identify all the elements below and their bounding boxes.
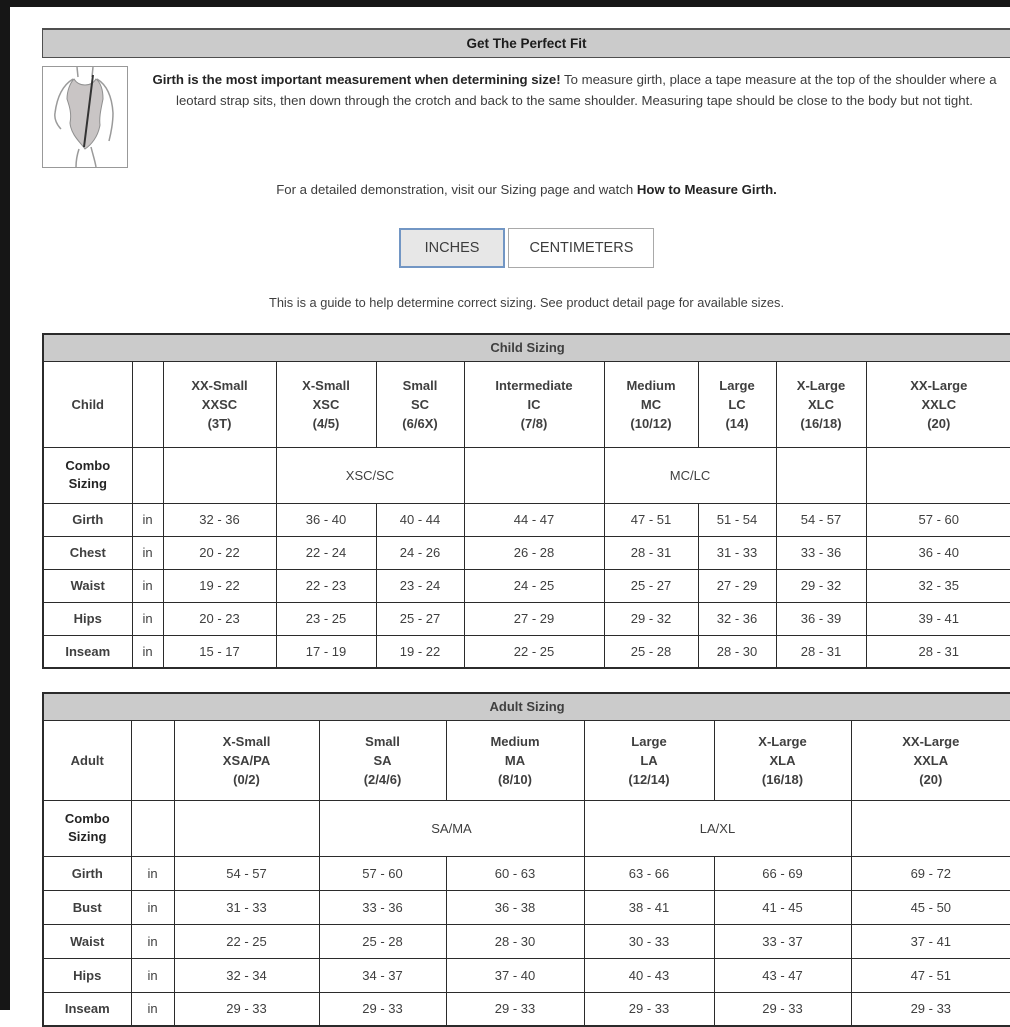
measurement-row bbox=[43, 503, 1010, 536]
unit-cell: in bbox=[132, 536, 163, 569]
size-name: X-Large bbox=[796, 377, 846, 393]
measurement-value-cell: 47 - 51 bbox=[851, 958, 1010, 992]
size-name: XX-Large bbox=[910, 377, 968, 393]
size-code: LA bbox=[640, 752, 658, 768]
measurement-value-cell: 32 - 36 bbox=[698, 602, 776, 635]
measurement-value-cell: 25 - 28 bbox=[319, 924, 446, 958]
measurement-value-cell: 22 - 25 bbox=[174, 924, 319, 958]
measurement-value-cell: 24 - 26 bbox=[376, 536, 464, 569]
measurement-value-cell: 69 - 72 bbox=[851, 856, 1010, 890]
measurement-value-cell: 29 - 33 bbox=[851, 992, 1010, 1026]
unit-cell bbox=[131, 800, 174, 856]
unit-toggle bbox=[42, 228, 1010, 268]
unit-cell: in bbox=[132, 503, 163, 536]
size-name: Medium bbox=[626, 377, 676, 393]
measurement-value-cell: 31 - 33 bbox=[174, 890, 319, 924]
unit-cell: in bbox=[132, 602, 163, 635]
measurement-value-cell: 28 - 31 bbox=[866, 635, 1010, 668]
window-frame-left bbox=[0, 7, 10, 1010]
table-title: Adult Sizing bbox=[43, 693, 1010, 720]
unit-cell: in bbox=[131, 856, 174, 890]
girth-instructions bbox=[46, 64, 1007, 111]
measurement-value-cell: 29 - 33 bbox=[714, 992, 851, 1026]
size-column-header bbox=[376, 361, 464, 447]
measurement-value-cell: 26 - 28 bbox=[464, 536, 604, 569]
measurement-value-cell: 40 - 44 bbox=[376, 503, 464, 536]
measurement-value-cell: 44 - 47 bbox=[464, 503, 604, 536]
group-label-cell: Child bbox=[43, 361, 132, 447]
combo-sizing-row bbox=[43, 800, 1010, 856]
size-sizes: (0/2) bbox=[233, 771, 260, 787]
size-name: Small bbox=[402, 377, 438, 393]
demo-bold: How to Measure Girth. bbox=[636, 182, 777, 197]
measurement-value-cell: 28 - 31 bbox=[604, 536, 698, 569]
measurement-value-cell: 29 - 32 bbox=[604, 602, 698, 635]
measurement-value-cell: 51 - 54 bbox=[698, 503, 776, 536]
combo-label-cell bbox=[43, 800, 131, 856]
measurement-value-cell: 29 - 32 bbox=[776, 569, 866, 602]
adult-sizing-table bbox=[42, 692, 1010, 1027]
combo-cell bbox=[851, 800, 1010, 856]
size-column-header bbox=[174, 720, 319, 800]
measurement-value-cell: 60 - 63 bbox=[446, 856, 584, 890]
size-sizes: (16/18) bbox=[800, 415, 842, 431]
measurement-value-cell: 30 - 33 bbox=[584, 924, 714, 958]
measurement-row bbox=[43, 924, 1010, 958]
combo-cell bbox=[866, 447, 1010, 503]
size-code: LC bbox=[728, 396, 746, 412]
page-title: Get The Perfect Fit bbox=[42, 28, 1010, 58]
size-code: SC bbox=[410, 396, 430, 412]
combo-cell: LA/XL bbox=[584, 800, 851, 856]
size-name: XX-Large bbox=[902, 733, 960, 749]
measurement-value-cell: 19 - 22 bbox=[376, 635, 464, 668]
combo-cell bbox=[174, 800, 319, 856]
measurement-value-cell: 27 - 29 bbox=[464, 602, 604, 635]
measurement-value-cell: 22 - 24 bbox=[276, 536, 376, 569]
window-frame-top bbox=[0, 0, 1010, 7]
size-sizes: (7/8) bbox=[520, 415, 548, 431]
measurement-value-cell: 36 - 39 bbox=[776, 602, 866, 635]
demo-prefix: For a detailed demonstration, visit our Sizing page and watch bbox=[276, 182, 637, 197]
size-code: XSC bbox=[312, 396, 340, 412]
measurement-value-cell: 32 - 36 bbox=[163, 503, 276, 536]
size-column-header bbox=[446, 720, 584, 800]
measurement-row bbox=[43, 992, 1010, 1026]
measurement-row bbox=[43, 602, 1010, 635]
combo-label: Combo Sizing bbox=[64, 811, 110, 844]
measurement-value-cell: 57 - 60 bbox=[866, 503, 1010, 536]
size-column-header bbox=[319, 720, 446, 800]
measurement-value-cell: 37 - 40 bbox=[446, 958, 584, 992]
unit-cell: in bbox=[132, 569, 163, 602]
measurement-value-cell: 28 - 30 bbox=[698, 635, 776, 668]
measurement-value-cell: 54 - 57 bbox=[174, 856, 319, 890]
unit-cell bbox=[132, 447, 163, 503]
unit-cell: in bbox=[131, 958, 174, 992]
size-code: XXLA bbox=[913, 752, 949, 768]
combo-cell: SA/MA bbox=[319, 800, 584, 856]
combo-sizing-row bbox=[43, 447, 1010, 503]
unit-cell: in bbox=[131, 924, 174, 958]
size-name: Medium bbox=[490, 733, 540, 749]
size-name: X-Small bbox=[222, 733, 271, 749]
measurement-row bbox=[43, 536, 1010, 569]
size-code: MA bbox=[504, 752, 526, 768]
size-column-header bbox=[604, 361, 698, 447]
measurement-value-cell: 17 - 19 bbox=[276, 635, 376, 668]
measurement-value-cell: 31 - 33 bbox=[698, 536, 776, 569]
measurement-value-cell: 38 - 41 bbox=[584, 890, 714, 924]
measurement-row bbox=[43, 890, 1010, 924]
measurement-value-cell: 66 - 69 bbox=[714, 856, 851, 890]
measurement-value-cell: 20 - 23 bbox=[163, 602, 276, 635]
measurement-value-cell: 32 - 35 bbox=[866, 569, 1010, 602]
measurement-value-cell: 33 - 37 bbox=[714, 924, 851, 958]
measurement-value-cell: 33 - 36 bbox=[319, 890, 446, 924]
leotard-icon bbox=[43, 67, 127, 167]
size-column-header bbox=[163, 361, 276, 447]
measurement-value-cell: 25 - 27 bbox=[376, 602, 464, 635]
measurement-value-cell: 32 - 34 bbox=[174, 958, 319, 992]
measurement-value-cell: 23 - 24 bbox=[376, 569, 464, 602]
measurement-value-cell: 25 - 27 bbox=[604, 569, 698, 602]
child-sizing-table bbox=[42, 333, 1010, 669]
measurement-value-cell: 40 - 43 bbox=[584, 958, 714, 992]
measurement-row bbox=[43, 569, 1010, 602]
measurement-value-cell: 54 - 57 bbox=[776, 503, 866, 536]
unit-header-cell bbox=[132, 361, 163, 447]
unit-cell: in bbox=[132, 635, 163, 668]
measurement-row-label: Waist bbox=[43, 569, 132, 602]
centimeters-button[interactable]: CENTIMETERS bbox=[508, 228, 654, 268]
measurement-row bbox=[43, 856, 1010, 890]
size-column-header bbox=[866, 361, 1010, 447]
size-sizes: (6/6X) bbox=[402, 415, 438, 431]
leotard-girth-illustration bbox=[42, 66, 128, 168]
demo-line bbox=[42, 168, 1010, 197]
size-name: Small bbox=[365, 733, 400, 749]
measurement-row-label: Inseam bbox=[43, 635, 132, 668]
measurement-value-cell: 29 - 33 bbox=[319, 992, 446, 1026]
measurement-value-cell: 25 - 28 bbox=[604, 635, 698, 668]
unit-header-cell bbox=[131, 720, 174, 800]
table-title-row bbox=[43, 693, 1010, 720]
size-code: IC bbox=[527, 396, 541, 412]
measurement-value-cell: 19 - 22 bbox=[163, 569, 276, 602]
measurement-value-cell: 45 - 50 bbox=[851, 890, 1010, 924]
table-title: Child Sizing bbox=[43, 334, 1010, 361]
measurement-row-label: Inseam bbox=[43, 992, 131, 1026]
size-column-header bbox=[464, 361, 604, 447]
combo-label: Combo Sizing bbox=[65, 458, 111, 491]
measurement-value-cell: 28 - 31 bbox=[776, 635, 866, 668]
measurement-value-cell: 41 - 45 bbox=[714, 890, 851, 924]
column-header-row bbox=[43, 720, 1010, 800]
size-code: XLC bbox=[808, 396, 834, 412]
sizing-guide-page bbox=[42, 28, 1010, 1027]
size-sizes: (4/5) bbox=[312, 415, 340, 431]
size-code: XSA/PA bbox=[222, 752, 271, 768]
size-column-header bbox=[851, 720, 1010, 800]
measurement-value-cell: 23 - 25 bbox=[276, 602, 376, 635]
size-name: XX-Small bbox=[191, 377, 248, 393]
unit-cell: in bbox=[131, 992, 174, 1026]
measurement-value-cell: 15 - 17 bbox=[163, 635, 276, 668]
measurement-value-cell: 20 - 22 bbox=[163, 536, 276, 569]
measurement-value-cell: 29 - 33 bbox=[446, 992, 584, 1026]
size-code: SA bbox=[373, 752, 392, 768]
measurement-value-cell: 36 - 40 bbox=[276, 503, 376, 536]
size-column-header bbox=[584, 720, 714, 800]
girth-instructions-bold: Girth is the most important measurement when determining size! bbox=[152, 72, 561, 87]
measurement-value-cell: 29 - 33 bbox=[584, 992, 714, 1026]
intro-section bbox=[42, 64, 1010, 197]
measurement-row-label: Bust bbox=[43, 890, 131, 924]
size-sizes: (8/10) bbox=[498, 771, 532, 787]
combo-label-cell bbox=[43, 447, 132, 503]
measurement-value-cell: 34 - 37 bbox=[319, 958, 446, 992]
size-name: Large bbox=[719, 377, 755, 393]
measurement-row-label: Girth bbox=[43, 503, 132, 536]
measurement-row-label: Girth bbox=[43, 856, 131, 890]
size-sizes: (14) bbox=[725, 415, 749, 431]
combo-cell bbox=[776, 447, 866, 503]
girth-instructions-rest: To measure girth, place a tape measure at the top of the shoulder where a leotard strap sits, then down through the crotch and back to the same shoulder. Measuring tape should be close to the body but not tight. bbox=[176, 72, 997, 108]
combo-cell: MC/LC bbox=[604, 447, 776, 503]
measurement-row bbox=[43, 958, 1010, 992]
size-sizes: (2/4/6) bbox=[363, 771, 402, 787]
measurement-value-cell: 39 - 41 bbox=[866, 602, 1010, 635]
size-column-header bbox=[698, 361, 776, 447]
size-name: X-Large bbox=[758, 733, 807, 749]
size-sizes: (16/18) bbox=[761, 771, 804, 787]
unit-cell: in bbox=[131, 890, 174, 924]
size-sizes: (20) bbox=[927, 415, 951, 431]
size-column-header bbox=[714, 720, 851, 800]
table-title-row bbox=[43, 334, 1010, 361]
measurement-value-cell: 33 - 36 bbox=[776, 536, 866, 569]
size-code: XLA bbox=[769, 752, 796, 768]
measurement-value-cell: 27 - 29 bbox=[698, 569, 776, 602]
measurement-value-cell: 22 - 23 bbox=[276, 569, 376, 602]
size-name: Large bbox=[631, 733, 667, 749]
size-name: X-Small bbox=[302, 377, 350, 393]
measurement-value-cell: 57 - 60 bbox=[319, 856, 446, 890]
measurement-value-cell: 36 - 38 bbox=[446, 890, 584, 924]
measurement-row-label: Chest bbox=[43, 536, 132, 569]
measurement-value-cell: 28 - 30 bbox=[446, 924, 584, 958]
inches-button[interactable]: INCHES bbox=[399, 228, 506, 268]
guide-note: This is a guide to help determine correct sizing. See product detail page for available sizes. bbox=[269, 295, 784, 310]
measurement-value-cell: 36 - 40 bbox=[866, 536, 1010, 569]
combo-cell bbox=[464, 447, 604, 503]
size-name: Intermediate bbox=[495, 377, 573, 393]
combo-cell bbox=[163, 447, 276, 503]
measurement-value-cell: 43 - 47 bbox=[714, 958, 851, 992]
column-header-row bbox=[43, 361, 1010, 447]
measurement-value-cell: 22 - 25 bbox=[464, 635, 604, 668]
measurement-value-cell: 37 - 41 bbox=[851, 924, 1010, 958]
group-label-cell: Adult bbox=[43, 720, 131, 800]
measurement-value-cell: 29 - 33 bbox=[174, 992, 319, 1026]
size-sizes: (20) bbox=[919, 771, 943, 787]
size-code: XXSC bbox=[201, 396, 238, 412]
measurement-row-label: Hips bbox=[43, 602, 132, 635]
size-sizes: (12/14) bbox=[628, 771, 670, 787]
measurement-row bbox=[43, 635, 1010, 668]
measurement-value-cell: 24 - 25 bbox=[464, 569, 604, 602]
size-code: XXLC bbox=[921, 396, 957, 412]
combo-cell: XSC/SC bbox=[276, 447, 464, 503]
measurement-row-label: Hips bbox=[43, 958, 131, 992]
measurement-row-label: Waist bbox=[43, 924, 131, 958]
size-sizes: (10/12) bbox=[630, 415, 672, 431]
size-column-header bbox=[776, 361, 866, 447]
size-column-header bbox=[276, 361, 376, 447]
measurement-value-cell: 63 - 66 bbox=[584, 856, 714, 890]
measurement-value-cell: 47 - 51 bbox=[604, 503, 698, 536]
size-code: MC bbox=[640, 396, 662, 412]
size-sizes: (3T) bbox=[207, 415, 232, 431]
